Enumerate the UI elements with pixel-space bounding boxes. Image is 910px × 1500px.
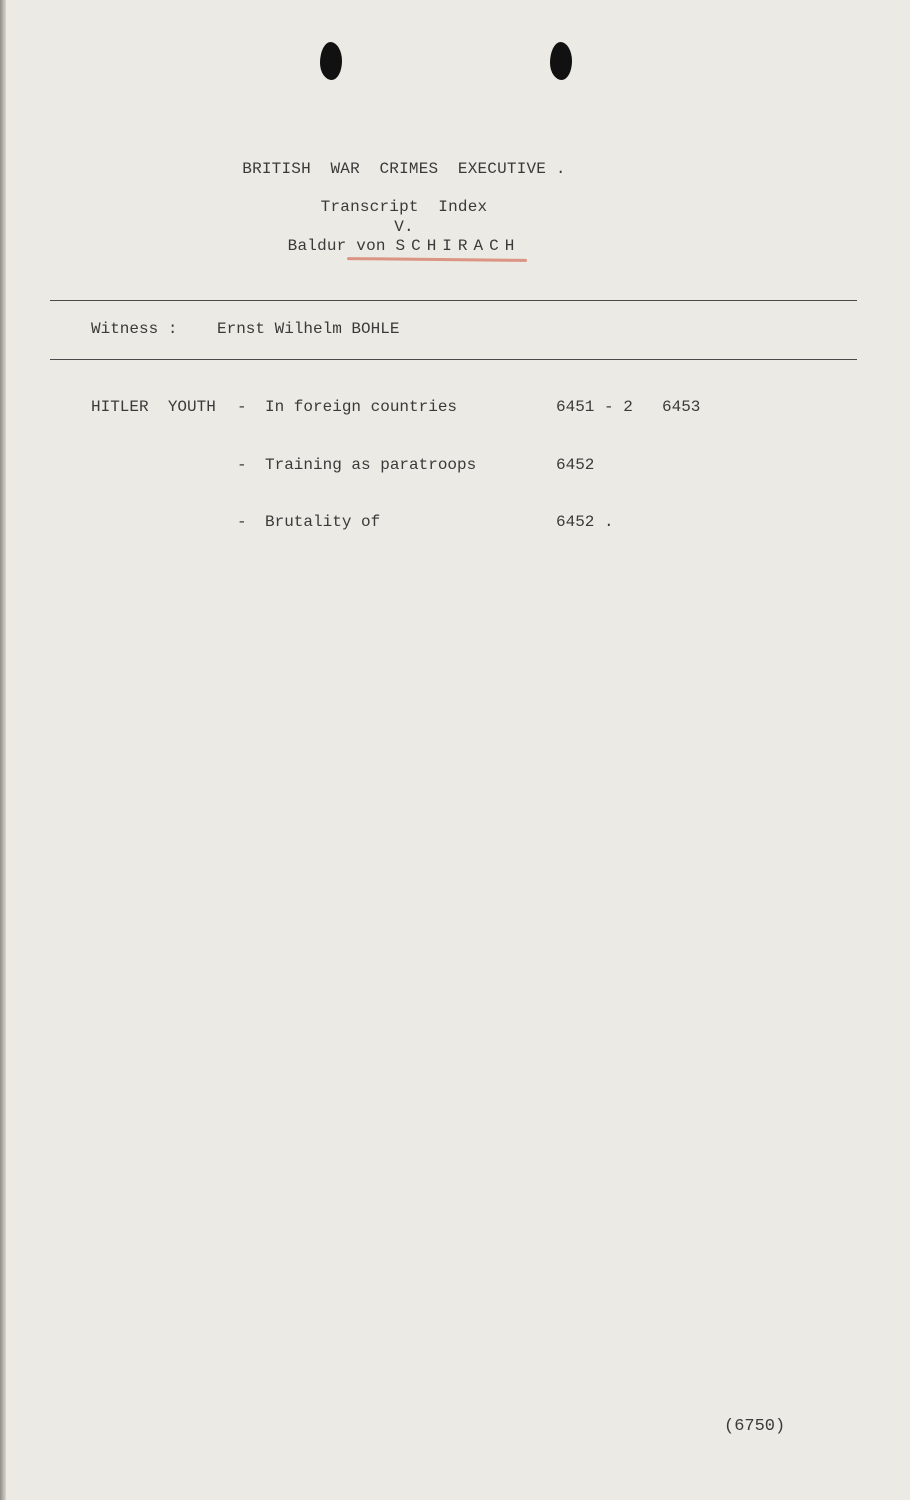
defendant-prefix: Baldur von [287, 237, 396, 255]
footer-page-reference: (6750) [724, 1417, 786, 1436]
entry-text: Training as paratroops [265, 456, 477, 474]
index-topic: HITLER YOUTH [91, 398, 216, 416]
entry-page-ref: 6451 [556, 398, 595, 416]
versus-label: V. [394, 218, 414, 236]
punch-hole-right [550, 42, 572, 80]
divider-top [50, 300, 857, 301]
entry-text: Brutality of [265, 513, 381, 531]
entry-page-ref-range: - 2 [604, 398, 633, 416]
punch-hole-left [320, 42, 342, 80]
entry-dash: - [237, 456, 247, 474]
entry-dash: - [237, 513, 247, 531]
entry-page-ref-extra: 6453 [662, 398, 701, 416]
defendant-surname: SCHIRACH [395, 237, 521, 255]
red-pencil-underline [347, 257, 527, 262]
entry-page-ref: 6452 [556, 456, 595, 474]
entry-text: In foreign countries [265, 398, 458, 416]
witness-label: Witness : [91, 320, 178, 338]
entry-dash: - [237, 398, 247, 416]
document-title: BRITISH WAR CRIMES EXECUTIVE . [242, 160, 566, 178]
witness-name: Ernst Wilhelm BOHLE [217, 320, 400, 338]
entry-page-ref: 6452 . [556, 513, 614, 531]
divider-bottom [50, 359, 857, 360]
document-subtitle: Transcript Index [320, 198, 488, 216]
defendant-line [0, 237, 808, 255]
